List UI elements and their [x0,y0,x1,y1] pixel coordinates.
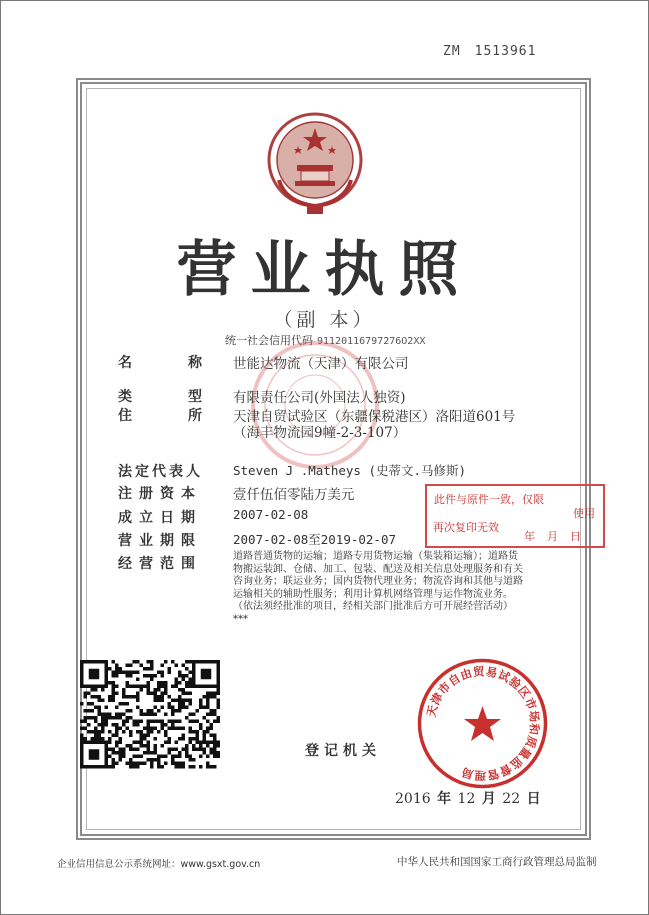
field-value-established: 2007-02-08 [233,507,309,522]
issue-day-unit: 日 [526,791,541,807]
copy-verification-stamp [425,484,605,548]
field-label-address: 住 所 [118,408,202,424]
serial-prefix: ZM [443,44,461,59]
issue-year: 2016 [395,791,431,807]
issue-day: 22 [502,791,521,807]
field-label-type: 类 型 [118,389,202,405]
issue-month: 12 [457,791,476,807]
stamp-line-1: 此件与原件一致，仅限 [434,493,544,506]
field-label-term: 营业期限 [118,533,202,549]
credit-code-label: 统一社会信用代码 [225,334,313,347]
field-label-representative: 法定代表人 [118,464,203,480]
serial-value: 1513961 [474,44,537,59]
national-emblem-icon [265,110,365,220]
field-value-term: 2007-02-08至2019-02-07 [233,532,397,547]
field-label-scope: 经营范围 [118,556,202,572]
seal-text: 天津市自由贸易试验区市场和质量监督管理局 [423,664,542,783]
document-title: 营业执照 [176,235,473,305]
issue-year-unit: 年 [437,791,452,807]
stamp-line-2: 使用 [573,507,595,520]
footer-website: 企业信用信息公示系统网址：www.gsxt.gov.cn [57,859,261,870]
footer-issuer: 中华人民共和国国家工商行政管理总局监制 [397,856,597,868]
official-seal [415,656,550,791]
field-value-type: 有限责任公司(外国法人独资) [233,390,406,406]
field-value-representative: Steven J .Matheys (史蒂文.马修斯) [233,463,467,478]
field-label-name: 名 称 [118,355,202,371]
field-value-scope: 道路普通货物的运输；道路专用货物运输（集装箱运输）；道路货物搬运装卸、仓储、加工、包装、配送及相关信息处理服务和有关咨询业务；联运业务；国内货物代理业务；物流咨询和其他与道路运输相关的辅助性服务；利用计算机网络管理与运作物流业务。（依法须经批准的项目，经相关部门批准后方可开展经营活动）*** [233,551,523,625]
stamp-line-4: 年月日 [524,530,593,543]
field-value-name: 世能达物流（天津）有限公司 [233,356,409,372]
issue-month-unit: 月 [481,791,496,807]
stamp-line-3: 再次复印无效 [433,521,499,534]
issue-date [395,788,543,808]
registration-authority: 登记机关 [305,743,381,759]
field-label-capital: 注册资本 [118,486,202,502]
serial-number [443,44,536,59]
credit-code-value: 91120116797276O2XX [317,336,426,347]
document-subtitle: （副 本） [273,309,376,331]
field-value-capital: 壹仟伍佰零陆万美元 [233,487,355,503]
field-value-address-line2: （海丰物流园9幢-2-3-107） [233,425,407,441]
field-value-address: 天津自贸试验区（东疆保税港区）洛阳道601号 [233,409,516,425]
qr-code-icon [80,660,220,770]
field-label-established: 成立日期 [118,510,202,526]
